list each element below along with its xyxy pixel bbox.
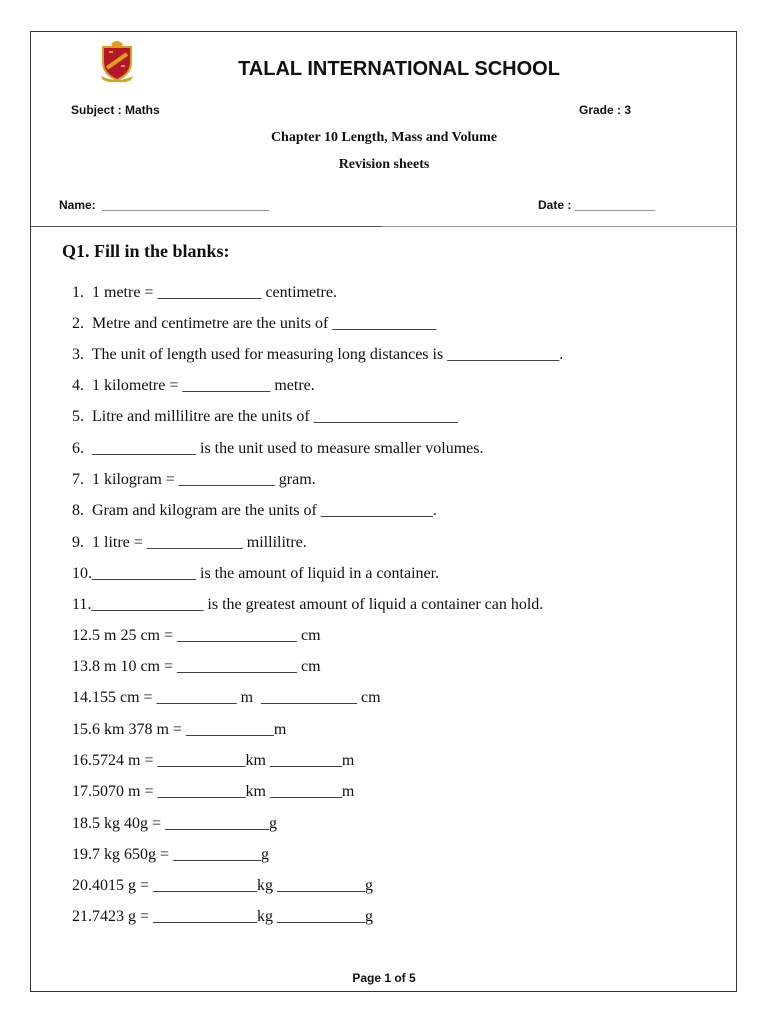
question-item: 20.4015 g = _____________kg ___________g bbox=[72, 877, 374, 894]
header-divider-accent bbox=[30, 226, 382, 227]
question-item: 14.155 cm = __________ m ____________ cm bbox=[72, 689, 381, 706]
question-item: 19.7 kg 650g = ___________g bbox=[72, 846, 270, 863]
question-item: 3. The unit of length used for measuring long distances is ______________. bbox=[72, 346, 564, 363]
grade-label: Grade : 3 bbox=[579, 103, 632, 117]
question-item: 16.5724 m = ___________km _________m bbox=[72, 752, 355, 769]
sheet-type: Revision sheets bbox=[338, 157, 430, 172]
question-item: 21.7423 g = _____________kg ___________g bbox=[72, 908, 374, 925]
question-item: 17.5070 m = ___________km _________m bbox=[72, 783, 355, 800]
question-item: 18.5 kg 40g = _____________g bbox=[72, 815, 278, 832]
question-item: 6. _____________ is the unit used to measure smaller volumes. bbox=[72, 440, 484, 457]
school-name: TALAL INTERNATIONAL SCHOOL bbox=[238, 58, 560, 80]
name-field[interactable]: Name: _________________________ bbox=[59, 198, 270, 212]
question-item: 4. 1 kilometre = ___________ metre. bbox=[72, 377, 315, 394]
date-field[interactable]: Date : ____________ bbox=[538, 198, 655, 212]
question-item: 5. Litre and millilitre are the units of __________________ bbox=[72, 408, 458, 425]
question-item: 15.6 km 378 m = ___________m bbox=[72, 721, 287, 738]
question-item: 2. Metre and centimetre are the units of _____________ bbox=[72, 315, 437, 332]
question-title: Q1. Fill in the blanks: bbox=[62, 241, 230, 261]
chapter-title: Chapter 10 Length, Mass and Volume bbox=[270, 130, 498, 145]
question-item: 10._____________ is the amount of liquid in a container. bbox=[72, 565, 440, 582]
question-item: 1. 1 metre = _____________ centimetre. bbox=[72, 284, 337, 301]
question-item: 13.8 m 10 cm = _______________ cm bbox=[72, 658, 321, 675]
page-number: Page 1 of 5 bbox=[352, 971, 416, 985]
subject-label: Subject : Maths bbox=[71, 103, 160, 117]
question-item: 11.______________ is the greatest amount of liquid a container can hold. bbox=[72, 596, 544, 613]
question-item: 7. 1 kilogram = ____________ gram. bbox=[72, 471, 316, 488]
question-item: 9. 1 litre = ____________ millilitre. bbox=[72, 534, 307, 551]
question-item: 8. Gram and kilogram are the units of ______________. bbox=[72, 502, 437, 519]
question-item: 12.5 m 25 cm = _______________ cm bbox=[72, 627, 321, 644]
